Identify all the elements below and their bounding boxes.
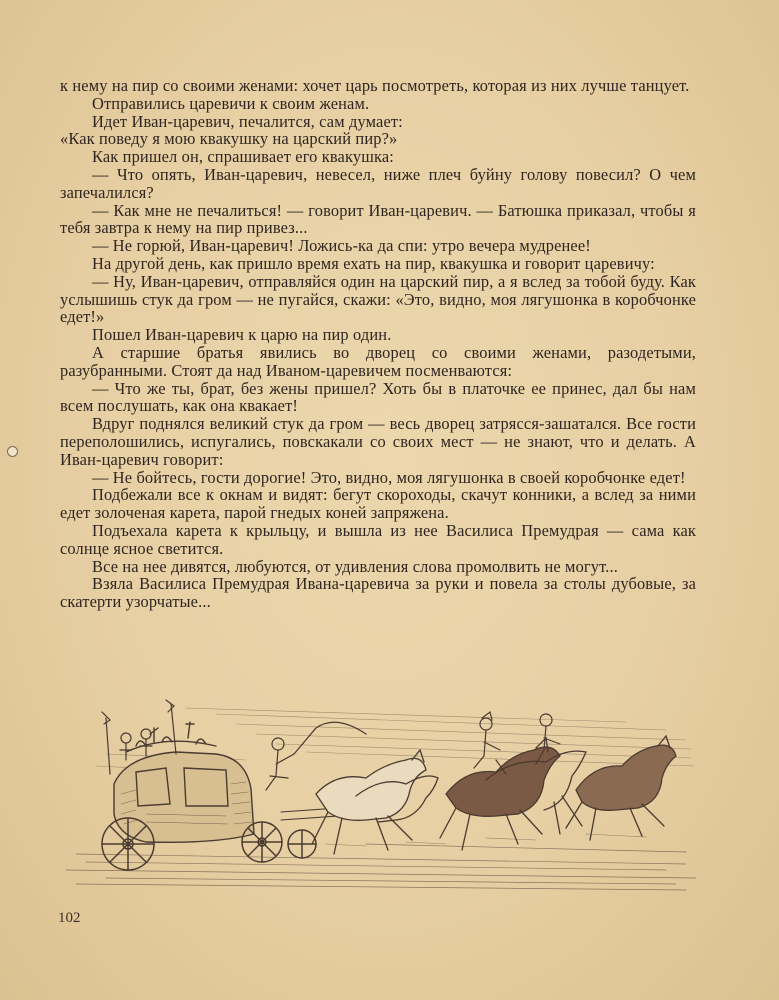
- paragraph: к нему на пир со своими женами: хочет царь посмотреть, которая из них лучше танцует.: [60, 76, 690, 95]
- paragraph: Все на нее дивятся, любуются, от удивления слова промолвить не могут...: [92, 556, 618, 576]
- paragraph: «Как поведу я мою квакушку на царский пир?»: [60, 129, 398, 149]
- paragraph: Отправились царевичи к своим женам.: [92, 93, 370, 113]
- paragraph: — Не горюй, Иван-царевич! Ложись-ка да спи: утро вечера мудренее!: [92, 236, 591, 256]
- paragraph: На другой день, как пришло время ехать на пир, квакушка и говорит царевичу:: [92, 253, 655, 273]
- paragraph: — Что же ты, брат, без жены пришел? Хоть бы в платочке ее принес, дал бы нам всем послушать, как она квакает!: [60, 378, 696, 416]
- paragraph: Взяла Василиса Премудрая Ивана-царевича за руки и повела за столы дубовые, за скатерти узорчатые...: [60, 574, 696, 612]
- paragraph: Идет Иван-царевич, печалится, сам думает:: [92, 111, 403, 131]
- paragraph: Как пришел он, спрашивает его квакушка:: [92, 147, 394, 167]
- page-number: 102: [58, 910, 81, 926]
- paragraph: — Ну, Иван-царевич, отправляйся один на царский пир, а я вслед за тобой буду. Как услышишь стук да гром — не пугайся, скажи: «Это, видно, моя лягушонка в коробчонке едет!»: [60, 271, 696, 327]
- paragraph: — Не бойтесь, гости дорогие! Это, видно, моя лягушонка в своей коробчонке едет!: [92, 467, 686, 487]
- story-text: [60, 77, 696, 611]
- paragraph: Подбежали все к окнам и видят: бегут скороходы, скачут конники, а вслед за ними едет золоченая карета, парой гнедых коней запряжена.: [60, 485, 696, 523]
- paragraph: — Что опять, Иван-царевич, невесел, ниже плеч буйну голову повесил? О чем запечалился?: [60, 164, 696, 202]
- paragraph: Подъехала карета к крыльцу, и вышла из нее Василиса Премудрая — сама как солнце ясное светится.: [60, 520, 696, 558]
- carriage-illustration: [66, 694, 696, 894]
- paragraph: Пошел Иван-царевич к царю на пир один.: [92, 325, 392, 345]
- paragraph: А старшие братья явились во дворец со своими женами, разодетыми, разубранными. Стоят да над Иваном-царевичем посменваются:: [60, 342, 696, 380]
- paragraph: Вдруг поднялся великий стук да гром — весь дворец затрясся-зашатался. Все гости переполошились, испугались, повскакали со своих мест — не знают, что и делать. А Иван-царевич говорит:: [60, 414, 696, 469]
- paragraph: — Как мне не печалиться! — говорит Иван-царевич. — Батюшка приказал, чтобы я тебя завтра к нему на пир привез...: [60, 200, 696, 238]
- binding-hole: [7, 446, 18, 457]
